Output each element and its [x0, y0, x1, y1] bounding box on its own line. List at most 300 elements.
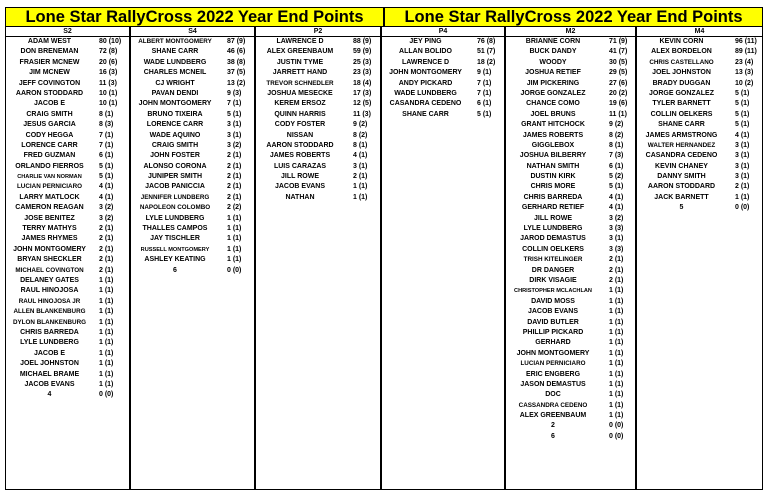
driver-row: [506, 162, 635, 172]
driver-row: [131, 203, 254, 213]
driver-name: ADAM WEST: [27, 38, 72, 45]
driver-name: JOEL BRUNS: [530, 110, 576, 118]
driver-row: [131, 68, 254, 78]
driver-points: 5 (1): [735, 121, 750, 129]
driver-row: [6, 359, 129, 369]
driver-points: 1 (1): [609, 287, 624, 295]
driver-name: CRAIG SMITH: [26, 110, 73, 118]
driver-points: 1 (1): [609, 318, 624, 326]
driver-row: [506, 172, 635, 182]
driver-name: CHARLIE VAN NORMAN: [17, 174, 82, 181]
driver-row: [637, 99, 762, 109]
driver-points: 88 (9): [353, 38, 372, 45]
driver-points: 3 (1): [735, 152, 750, 160]
driver-name: SHANE CARR: [658, 121, 705, 129]
driver-name: JASON DEMASTUS: [520, 380, 586, 388]
driver-name: CHRIS BARREDA: [20, 328, 79, 336]
driver-points: 20 (6): [99, 58, 118, 66]
driver-points: 3 (1): [735, 162, 750, 170]
driver-row: [256, 79, 380, 89]
driver-row: [256, 162, 380, 172]
driver-row: [506, 110, 635, 120]
driver-name: DYLON BLANKENBURG: [12, 318, 87, 326]
driver-row: [6, 182, 129, 192]
driver-name: WADE LUNDBERG: [143, 58, 207, 66]
driver-points: 1 (1): [609, 308, 624, 316]
driver-name: NISSAN: [286, 131, 314, 139]
driver-points: 0 (0): [227, 266, 242, 274]
driver-points: 10 (1): [99, 89, 118, 97]
driver-row: [506, 390, 635, 400]
driver-name: AARON STODDARD: [15, 89, 84, 97]
driver-row: [637, 79, 762, 89]
driver-points: 18 (2): [477, 58, 496, 66]
driver-row: [6, 224, 129, 234]
driver-row: [637, 110, 762, 120]
driver-row: [382, 110, 504, 120]
driver-name: NATHAN SMITH: [526, 162, 580, 170]
driver-name: LUCIAN PERNICIARO: [520, 360, 586, 368]
driver-points: 1 (1): [609, 360, 624, 368]
driver-name: LYLE LUNDBERG: [145, 214, 205, 222]
driver-points: 2 (1): [99, 245, 114, 253]
driver-points: 1 (1): [227, 214, 242, 222]
driver-name: JARRETT HAND: [272, 69, 328, 77]
driver-name: PAVAN DENDI: [151, 89, 199, 97]
driver-name: KEREM ERSOZ: [274, 100, 326, 108]
driver-points: 2 (1): [609, 256, 624, 264]
driver-name: DON BRENEMAN: [20, 48, 79, 56]
driver-name: ALBERT MONTGOMERY: [138, 38, 212, 45]
driver-name: CHRIS BARREDA: [523, 193, 583, 201]
driver-row: [256, 151, 380, 161]
driver-points: 5 (1): [609, 183, 624, 191]
driver-row: [6, 245, 129, 255]
driver-row: [131, 266, 254, 276]
driver-name: ASHLEY KEATING: [144, 256, 206, 264]
driver-name: JIM PICKERING: [526, 79, 580, 87]
driver-points: 2 (1): [227, 152, 242, 160]
driver-row: [506, 214, 635, 224]
driver-row: [506, 224, 635, 234]
driver-name: JOHN MONTGOMERY: [389, 69, 462, 77]
driver-row: [6, 203, 129, 213]
driver-name: 5: [679, 204, 684, 212]
driver-name: SHANE CARR: [402, 110, 449, 118]
driver-name: JOEL JOHNSTON: [652, 69, 711, 77]
driver-row: [6, 349, 129, 359]
driver-name: TYLER BARNETT: [652, 100, 711, 108]
driver-name: TRISH KITELINGER: [523, 256, 583, 264]
driver-name: JUSTIN TYME: [276, 58, 324, 66]
driver-points: 9 (2): [353, 121, 368, 129]
class-column-m2: [505, 27, 636, 490]
driver-row: [506, 411, 635, 421]
driver-name: WADE AQUINO: [149, 131, 201, 139]
driver-row: [506, 286, 635, 296]
driver-name: DAVID MOSS: [531, 297, 575, 305]
driver-points: 2 (1): [99, 235, 114, 243]
driver-points: 1 (1): [99, 297, 114, 305]
driver-row: [131, 245, 254, 255]
driver-points: 1 (1): [609, 401, 624, 409]
driver-row: [637, 47, 762, 57]
driver-name: DELANEY GATES: [20, 276, 79, 284]
driver-name: JILL ROWE: [534, 214, 572, 222]
banner-right: Lone Star RallyCross 2022 Year End Points: [384, 7, 763, 27]
driver-row: [637, 203, 762, 213]
driver-row: [506, 401, 635, 411]
driver-row: [506, 182, 635, 192]
driver-name: JOHN MONTGOMERY: [138, 100, 212, 108]
driver-name: JEY PING: [409, 38, 442, 45]
driver-name: RAUL HINOJOSA JR: [18, 297, 81, 305]
driver-name: WOODY: [539, 58, 567, 66]
driver-row: [256, 58, 380, 68]
driver-points: 71 (9): [609, 38, 628, 45]
driver-name: PHILLIP PICKARD: [522, 328, 584, 336]
driver-row: [382, 47, 504, 57]
driver-points: 7 (1): [99, 141, 114, 149]
driver-points: 5 (1): [735, 110, 750, 118]
driver-row: [637, 162, 762, 172]
driver-name: LUIS CARAZAS: [273, 162, 327, 170]
driver-points: 3 (2): [99, 214, 114, 222]
driver-points: 8 (3): [99, 121, 114, 129]
driver-points: 3 (2): [609, 214, 624, 222]
driver-name: RAUL HINOJOSA: [20, 287, 79, 295]
driver-row: [637, 172, 762, 182]
driver-row: [6, 380, 129, 390]
driver-row: [131, 214, 254, 224]
driver-name: JOHN MONTGOMERY: [13, 245, 86, 253]
driver-row: [256, 141, 380, 151]
driver-row: [131, 99, 254, 109]
driver-points: 1 (1): [609, 349, 624, 357]
driver-row: [506, 359, 635, 369]
driver-name: LYLE LUNDBERG: [20, 339, 79, 347]
driver-row: [382, 89, 504, 99]
driver-row: [6, 162, 129, 172]
driver-row: [637, 151, 762, 161]
driver-row: [637, 58, 762, 68]
driver-points: 23 (4): [735, 58, 754, 66]
driver-row: [131, 58, 254, 68]
driver-points: 51 (7): [477, 48, 496, 56]
driver-points: 1 (1): [609, 380, 624, 388]
driver-points: 3 (3): [609, 245, 624, 253]
driver-points: 20 (2): [609, 89, 628, 97]
driver-row: [506, 47, 635, 57]
driver-points: 2 (1): [227, 193, 242, 201]
driver-points: 1 (1): [609, 391, 624, 399]
driver-points: 96 (11): [735, 38, 757, 45]
driver-name: THALLES CAMPOS: [142, 225, 208, 233]
driver-name: ORLANDO FIERROS: [15, 162, 84, 170]
driver-name: BRADY DUGGAN: [652, 79, 711, 87]
driver-row: [6, 318, 129, 328]
driver-points: 1 (1): [609, 339, 624, 347]
driver-row: [506, 318, 635, 328]
driver-points: 23 (3): [353, 69, 372, 77]
driver-name: KEVIN CORN: [659, 38, 704, 45]
driver-points: 1 (1): [609, 297, 624, 305]
driver-name: JORGE GONZALEZ: [520, 89, 586, 97]
driver-name: CODY HEGGA: [25, 131, 74, 139]
driver-points: 2 (1): [227, 162, 242, 170]
driver-points: 1 (1): [99, 308, 114, 316]
driver-points: 9 (3): [227, 89, 242, 97]
driver-row: [256, 89, 380, 99]
driver-points: 1 (1): [227, 225, 242, 233]
driver-points: 5 (1): [99, 173, 114, 181]
driver-name: CASANDRA CEDENO: [389, 100, 462, 108]
driver-row: [131, 151, 254, 161]
driver-row: [506, 297, 635, 307]
driver-points: 2 (2): [227, 204, 242, 212]
driver-row: [6, 193, 129, 203]
driver-points: 59 (9): [353, 48, 372, 56]
driver-row: [506, 307, 635, 317]
driver-row: [131, 172, 254, 182]
driver-points: 4 (1): [609, 204, 624, 212]
driver-points: 3 (2): [227, 141, 242, 149]
driver-row: [131, 141, 254, 151]
driver-points: 2 (1): [99, 266, 114, 274]
class-column-s2: [5, 27, 130, 490]
driver-name: CRAIG SMITH: [151, 141, 199, 149]
driver-name: CHANCE COMO: [526, 100, 580, 108]
driver-points: 4 (1): [609, 193, 624, 201]
class-header: M4: [637, 27, 762, 37]
driver-points: 1 (1): [99, 370, 114, 378]
driver-row: [382, 68, 504, 78]
driver-row: [506, 421, 635, 431]
driver-row: [506, 349, 635, 359]
driver-name: GRANT HITCHOCK: [521, 121, 585, 129]
driver-row: [382, 79, 504, 89]
driver-row: [256, 47, 380, 57]
driver-name: CODY FOSTER: [274, 121, 326, 129]
driver-row: [131, 79, 254, 89]
driver-row: [506, 151, 635, 161]
driver-row: [131, 234, 254, 244]
driver-points: 1 (1): [99, 276, 114, 284]
driver-row: [637, 120, 762, 130]
driver-points: 37 (5): [227, 69, 246, 77]
driver-points: 19 (6): [609, 100, 628, 108]
driver-row: [506, 120, 635, 130]
driver-row: [6, 390, 129, 400]
driver-points: 29 (5): [609, 69, 628, 77]
driver-points: 1 (1): [353, 183, 368, 191]
driver-name: 6: [551, 432, 555, 440]
driver-name: TERRY MATHYS: [22, 225, 77, 233]
driver-points: 1 (1): [99, 349, 114, 357]
driver-row: [6, 141, 129, 151]
driver-row: [6, 172, 129, 182]
driver-points: 2 (1): [735, 183, 750, 191]
driver-name: COLLIN OELKERS: [522, 245, 584, 253]
driver-points: 9 (2): [609, 121, 624, 129]
driver-points: 80 (10): [99, 38, 122, 45]
driver-points: 1 (1): [735, 193, 750, 201]
driver-name: ALEX GREENBAUM: [266, 48, 334, 56]
driver-points: 5 (1): [477, 110, 492, 118]
driver-name: MICHAEL COVINGTON: [15, 266, 84, 274]
driver-row: [506, 68, 635, 78]
driver-row: [637, 182, 762, 192]
driver-row: [256, 99, 380, 109]
driver-points: 25 (3): [353, 58, 372, 66]
driver-row: [131, 131, 254, 141]
driver-row: [506, 203, 635, 213]
driver-row: [6, 214, 129, 224]
driver-name: DOC: [545, 391, 561, 399]
driver-row: [506, 245, 635, 255]
driver-name: JAROD DEMASTUS: [520, 235, 586, 243]
driver-name: ALEX BORDELON: [651, 48, 712, 56]
driver-row: [506, 328, 635, 338]
driver-name: CAMERON REAGAN: [15, 204, 84, 212]
class-header: M2: [506, 27, 635, 37]
driver-name: JOSE BENITEZ: [24, 214, 75, 222]
driver-row: [382, 99, 504, 109]
driver-points: 72 (8): [99, 48, 118, 56]
driver-name: CHRIS MORE: [530, 183, 576, 191]
driver-row: [6, 266, 129, 276]
driver-row: [6, 68, 129, 78]
driver-points: 38 (8): [227, 58, 246, 66]
driver-name: LORENCE CARR: [146, 121, 204, 129]
driver-name: LAWRENCE D: [401, 58, 450, 66]
driver-points: 2 (1): [227, 183, 242, 191]
driver-row: [506, 338, 635, 348]
driver-points: 6 (1): [99, 152, 114, 160]
driver-points: 7 (1): [477, 89, 492, 97]
driver-points: 11 (3): [99, 79, 117, 87]
driver-points: 11 (1): [609, 110, 627, 118]
driver-points: 0 (0): [735, 204, 750, 212]
driver-name: JAMES ROBERTS: [269, 152, 331, 160]
driver-name: CHRISTOPHER MCLACHLAN: [514, 288, 592, 295]
driver-name: KEVIN CHANEY: [655, 162, 708, 170]
driver-name: ANDY PICKARD: [398, 79, 453, 87]
driver-name: DAVID BUTLER: [527, 318, 579, 326]
driver-points: 0 (0): [99, 391, 114, 399]
driver-name: MICHAEL BRAME: [19, 370, 80, 378]
driver-name: JACK BARNETT: [654, 193, 709, 201]
driver-name: GERHARD: [535, 339, 571, 347]
driver-points: 4 (1): [99, 193, 114, 201]
driver-row: [6, 79, 129, 89]
driver-name: BRIANNE CORN: [525, 38, 581, 45]
driver-row: [506, 432, 635, 442]
driver-name: AARON STODDARD: [266, 141, 334, 149]
driver-name: JACOB EVANS: [24, 380, 75, 388]
driver-points: 2 (1): [99, 225, 114, 233]
driver-row: [256, 182, 380, 192]
driver-row: [506, 255, 635, 265]
driver-name: JEFF COVINGTON: [18, 79, 81, 87]
driver-points: 3 (3): [609, 225, 624, 233]
driver-name: JAMES RHYMES: [21, 235, 78, 243]
driver-name: DIRK VISAGIE: [529, 276, 577, 284]
driver-name: JOHN MONTGOMERY: [516, 349, 590, 357]
driver-row: [6, 47, 129, 57]
driver-name: BRUNO TIXEIRA: [147, 110, 203, 118]
driver-points: 0 (0): [609, 432, 624, 440]
driver-name: JAMES ROBERTS: [522, 131, 584, 139]
driver-name: CHRIS CASTELLANO: [649, 58, 714, 66]
driver-points: 7 (3): [609, 152, 624, 160]
driver-name: JACOB EVANS: [274, 183, 326, 191]
driver-name: RUSSELL MONTGOMERY: [140, 246, 210, 253]
driver-points: 7 (1): [227, 100, 242, 108]
driver-row: [637, 89, 762, 99]
driver-name: JENNIFER LUNDBERG: [140, 193, 210, 201]
driver-points: 1 (1): [99, 339, 114, 347]
driver-name: ALLEN BLANKENBURG: [13, 308, 86, 316]
driver-row: [6, 328, 129, 338]
driver-row: [131, 47, 254, 57]
driver-points: 3 (1): [227, 121, 242, 129]
driver-row: [506, 89, 635, 99]
driver-points: 8 (1): [609, 141, 624, 149]
driver-points: 30 (5): [609, 58, 628, 66]
driver-name: DR DANGER: [531, 266, 575, 274]
driver-name: LARRY MATLOCK: [19, 193, 80, 201]
driver-row: [506, 141, 635, 151]
driver-points: 3 (1): [609, 235, 624, 243]
driver-points: 41 (7): [609, 48, 628, 56]
driver-row: [256, 37, 380, 47]
driver-row: [382, 58, 504, 68]
driver-row: [6, 255, 129, 265]
driver-name: QUINN HARRIS: [274, 110, 326, 118]
driver-name: JOEL JOHNSTON: [20, 360, 79, 368]
driver-name: ALONSO CORONA: [143, 162, 207, 170]
driver-name: JACOB E: [33, 349, 66, 357]
driver-row: [6, 276, 129, 286]
driver-points: 12 (5): [353, 100, 372, 108]
banner-left: Lone Star RallyCross 2022 Year End Points: [5, 7, 384, 27]
driver-row: [131, 89, 254, 99]
driver-name: JILL ROWE: [281, 173, 319, 181]
driver-points: 1 (1): [227, 235, 242, 243]
driver-row: [131, 162, 254, 172]
driver-points: 5 (2): [609, 173, 624, 181]
driver-points: 9 (1): [477, 69, 492, 77]
driver-points: 16 (3): [99, 69, 118, 77]
driver-row: [131, 37, 254, 47]
driver-points: 11 (3): [353, 110, 371, 118]
driver-row: [637, 37, 762, 47]
driver-points: 2 (1): [609, 266, 624, 274]
class-header: S4: [131, 27, 254, 37]
driver-row: [131, 182, 254, 192]
driver-points: 17 (3): [353, 89, 372, 97]
driver-row: [6, 151, 129, 161]
driver-name: JOSHUA MESECKE: [267, 89, 333, 97]
driver-name: WALTER HERNANDEZ: [647, 141, 716, 149]
class-column-p2: [255, 27, 381, 490]
driver-name: BUCK DANDY: [529, 48, 577, 56]
driver-points: 27 (6): [609, 79, 628, 87]
driver-name: CHARLES MCNEIL: [143, 69, 207, 77]
driver-name: JUNIPER SMITH: [147, 173, 203, 181]
driver-row: [637, 141, 762, 151]
